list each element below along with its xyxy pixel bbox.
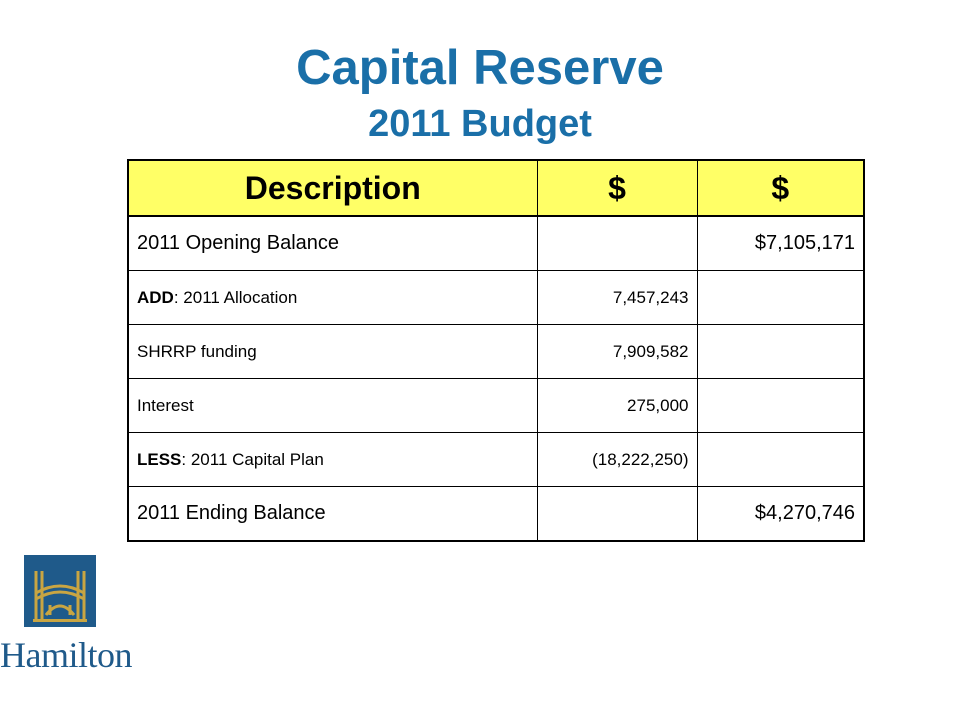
cell-prefix-add: ADD	[137, 287, 174, 307]
cell-amount: 7,457,243	[537, 271, 697, 325]
table-row-allocation	[128, 271, 864, 325]
table-row-ending-balance	[128, 487, 864, 542]
table-header-row	[128, 160, 864, 216]
table-row-interest	[128, 379, 864, 433]
hamilton-emblem-icon	[0, 553, 140, 635]
cell-balance	[697, 433, 864, 487]
cell-balance: $7,105,171	[697, 216, 864, 271]
cell-description	[128, 433, 537, 487]
cell-amount	[537, 487, 697, 542]
cell-balance	[697, 325, 864, 379]
cell-description: Interest	[128, 379, 537, 433]
header-description: Description	[128, 160, 537, 216]
cell-amount: 7,909,582	[537, 325, 697, 379]
table-row-opening-balance	[128, 216, 864, 271]
hamilton-wordmark: Hamilton	[0, 635, 132, 675]
header-amount: $	[537, 160, 697, 216]
cell-description: 2011 Opening Balance	[128, 216, 537, 271]
cell-description	[128, 271, 537, 325]
hamilton-logo	[0, 553, 140, 683]
cell-prefix-less: LESS	[137, 449, 182, 469]
budget-table	[127, 159, 865, 542]
table-row-capital-plan	[128, 433, 864, 487]
cell-amount: 275,000	[537, 379, 697, 433]
cell-description-text: : 2011 Capital Plan	[181, 449, 324, 469]
table-row-shrrp-funding	[128, 325, 864, 379]
cell-description: 2011 Ending Balance	[128, 487, 537, 542]
cell-balance: $4,270,746	[697, 487, 864, 542]
header-balance: $	[697, 160, 864, 216]
cell-balance	[697, 271, 864, 325]
cell-balance	[697, 379, 864, 433]
cell-description-text: : 2011 Allocation	[173, 287, 298, 307]
cell-amount: (18,222,250)	[537, 433, 697, 487]
slide-subtitle: 2011 Budget	[368, 103, 592, 145]
cell-amount	[537, 216, 697, 271]
cell-description: SHRRP funding	[128, 325, 537, 379]
slide-title: Capital Reserve	[296, 41, 664, 95]
